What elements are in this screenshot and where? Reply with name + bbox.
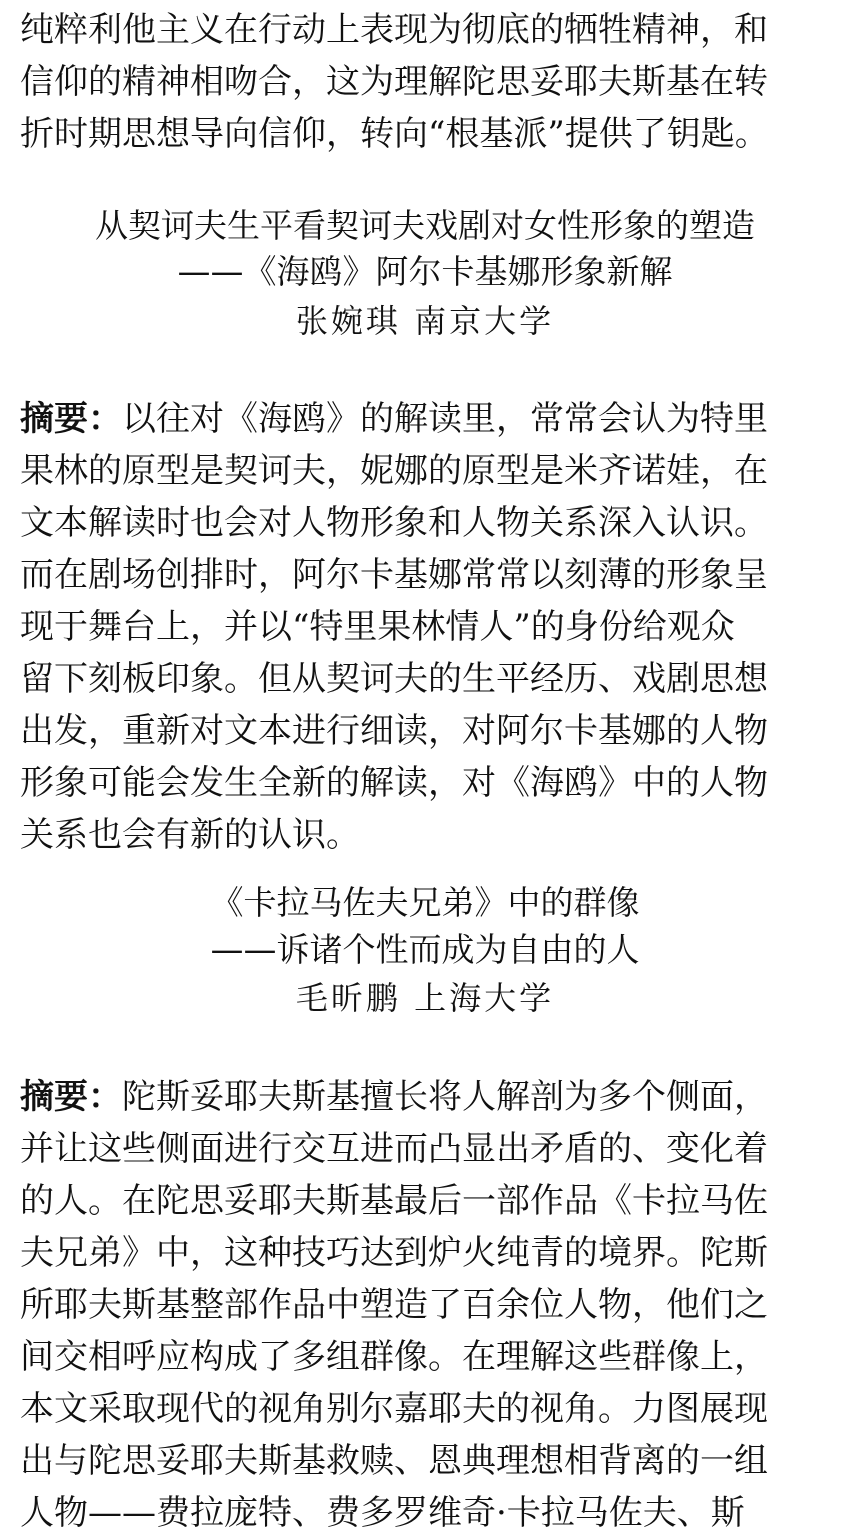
article-author: 张婉琪 南京大学 — [295, 302, 555, 340]
paragraph-line: 所耶夫斯基整部作品中塑造了百余位人物，他们之 — [20, 1285, 768, 1325]
intro-paragraph — [20, 4, 832, 160]
article-subtitle: ——《海鸥》阿尔卡基娜形象新解 — [177, 252, 673, 291]
article-title: 《卡拉马佐夫兄弟》中的群像 — [210, 883, 640, 922]
paragraph-line — [20, 393, 832, 445]
paragraph-line: 出与陀思妥耶夫斯基救赎、恩典理想相背离的一组 — [20, 1441, 768, 1481]
paragraph-line: 现于舞台上，并以“特里果林情人”的身份给观众 — [20, 607, 735, 647]
paragraph-line: 而在剧场创排时，阿尔卡基娜常常以刻薄的形象呈 — [20, 555, 768, 595]
paragraph-line: 并让这些侧面进行交互进而凸显出矛盾的、变化着 — [20, 1129, 768, 1169]
article-author: 毛昕鹏 上海大学 — [295, 979, 555, 1017]
paragraph-line: 形象可能会发生全新的解读，对《海鸥》中的人物 — [20, 763, 768, 803]
article-subtitle: ——诉诸个性而成为自由的人 — [210, 930, 640, 969]
paragraph-line: 纯粹利他主义在行动上表现为彻底的牺牲精神，和 — [20, 10, 768, 50]
abstract-text: 以往对《海鸥》的解读里，常常会认为特里 — [122, 399, 768, 439]
abstract-text: 陀斯妥耶夫斯基擅长将人解剖为多个侧面， — [122, 1077, 768, 1117]
paragraph-line: 关系也会有新的认识。 — [20, 815, 360, 855]
paragraph-line: 留下刻板印象。但从契诃夫的生平经历、戏剧思想 — [20, 659, 768, 699]
paragraph-line: 本文采取现代的视角别尔嘉耶夫的视角。力图展现 — [20, 1389, 768, 1429]
article-title: 从契诃夫生平看契诃夫戏剧对女性形象的塑造 — [95, 206, 755, 245]
paragraph-line: 间交相呼应构成了多组群像。在理解这些群像上， — [20, 1337, 768, 1377]
paragraph-line: 信仰的精神相吻合，这为理解陀思妥耶夫斯基在转 — [20, 62, 768, 102]
abstract-label: 摘要： — [20, 1077, 122, 1117]
article-abstract — [20, 393, 832, 861]
paragraph-line: 人物——费拉庞特、费多罗维奇·卡拉马佐夫、斯 — [20, 1493, 745, 1533]
paragraph-line: 文本解读时也会对人物形象和人物关系深入认识。 — [20, 503, 768, 543]
paragraph-line: 折时期思想导向信仰，转向“根基派”提供了钥匙。 — [20, 114, 769, 154]
paragraph-line — [20, 1071, 832, 1123]
paragraph-line: 的人。在陀思妥耶夫斯基最后一部作品《卡拉马佐 — [20, 1181, 768, 1221]
abstract-label: 摘要： — [20, 399, 122, 439]
article-abstract — [20, 1071, 832, 1539]
paragraph-line: 果林的原型是契诃夫，妮娜的原型是米齐诺娃，在 — [20, 451, 768, 491]
paragraph-line: 夫兄弟》中，这种技巧达到炉火纯青的境界。陀斯 — [20, 1233, 768, 1273]
paragraph-line: 出发，重新对文本进行细读，对阿尔卡基娜的人物 — [20, 711, 768, 751]
